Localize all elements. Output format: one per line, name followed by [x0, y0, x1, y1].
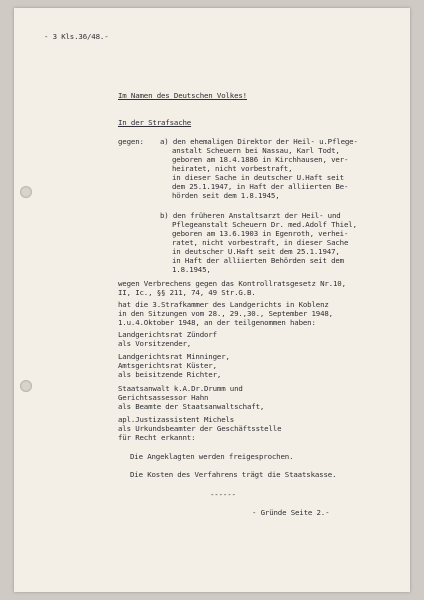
defendant-b-line: b) den früheren Anstaltsarzt der Heil- und [160, 211, 341, 220]
court-session-line: hat die 3.Strafkammer des Landgerichts in Koblenz [118, 300, 329, 309]
prosecution-line: Gerichtsassessor Hahn [118, 393, 209, 402]
court-session-line: 1.u.4.Oktober 1948, an der teilgenommen haben: [118, 318, 316, 327]
punch-hole-top [20, 186, 32, 198]
defendant-a-line: heiratet, nicht vorbestraft, [172, 164, 293, 173]
defendant-a-line: dem 25.1.1947, in Haft der alliierten Be- [172, 182, 349, 191]
charges-line: wegen Verbrechens gegen das Kontrollratsgesetz Nr.10, [118, 279, 346, 288]
defendant-b-line: ratet, nicht vorbestraft, in dieser Sache [172, 238, 349, 247]
prosecution-line: als Beamte der Staatsanwaltschaft, [118, 402, 265, 411]
punch-hole-bottom [20, 380, 32, 392]
presiding-judge-line: Landgerichtsrat Zündorf [118, 330, 217, 339]
defendant-b-line: Pflegeanstalt Scheuern Dr. med.Adolf Thiel, [172, 220, 357, 229]
court-session-line: in den Sitzungen vom 28., 29.,30., September 1948, [118, 309, 333, 318]
clerk-line: als Urkundsbeamter der Geschäftsstelle [118, 424, 282, 433]
case-heading: In der Strafsache [118, 118, 192, 127]
charges-line: II, Ic., §§ 211, 74, 49 Str.G.B. [118, 288, 256, 297]
associate-judges-line: Amtsgerichtsrat Küster, [118, 361, 217, 370]
separator-line: ------ [210, 490, 236, 499]
defendant-b-line: in deutscher U.Haft seit dem 25.1.1947, [172, 247, 340, 256]
defendant-a-line: geboren am 18.4.1886 in Kirchhausen, ver- [172, 155, 349, 164]
defendant-b-line: geboren am 13.6.1903 in Egenroth, verhei- [172, 229, 349, 238]
document-page [14, 8, 410, 592]
clerk-line: apl.Justizassistent Michels [118, 415, 235, 424]
defendant-b-line: in Haft der alliierten Behörden seit dem [172, 256, 344, 265]
defendant-b-line: 1.8.1945, [172, 265, 211, 274]
against-label: gegen: [118, 137, 144, 146]
defendant-a-line: anstalt Scheuern bei Nassau, Karl Todt, [172, 146, 340, 155]
defendant-a-line: hörden seit dem 1.8.1945, [172, 191, 280, 200]
salutation: Im Namen des Deutschen Volkes! [118, 91, 247, 100]
associate-judges-line: als beisitzende Richter, [118, 370, 222, 379]
associate-judges-line: Landgerichtsrat Minninger, [118, 352, 230, 361]
verdict-line: Die Kosten des Verfahrens trägt die Staatskasse. [130, 470, 337, 479]
clerk-line: für Recht erkannt: [118, 433, 196, 442]
prosecution-line: Staatsanwalt k.A.Dr.Drumm und [118, 384, 243, 393]
defendant-a-line: in dieser Sache in deutscher U.Haft seit [172, 173, 344, 182]
file-number: - 3 Kls.36/48.- [44, 32, 109, 41]
presiding-judge-line: als Vorsitzender, [118, 339, 192, 348]
verdict-line: Die Angeklagten werden freigesprochen. [130, 452, 294, 461]
defendant-a-line: a) den ehemaligen Direktor der Heil- u.Pflege- [160, 137, 358, 146]
page-continuation: - Gründe Seite 2.- [252, 508, 330, 517]
